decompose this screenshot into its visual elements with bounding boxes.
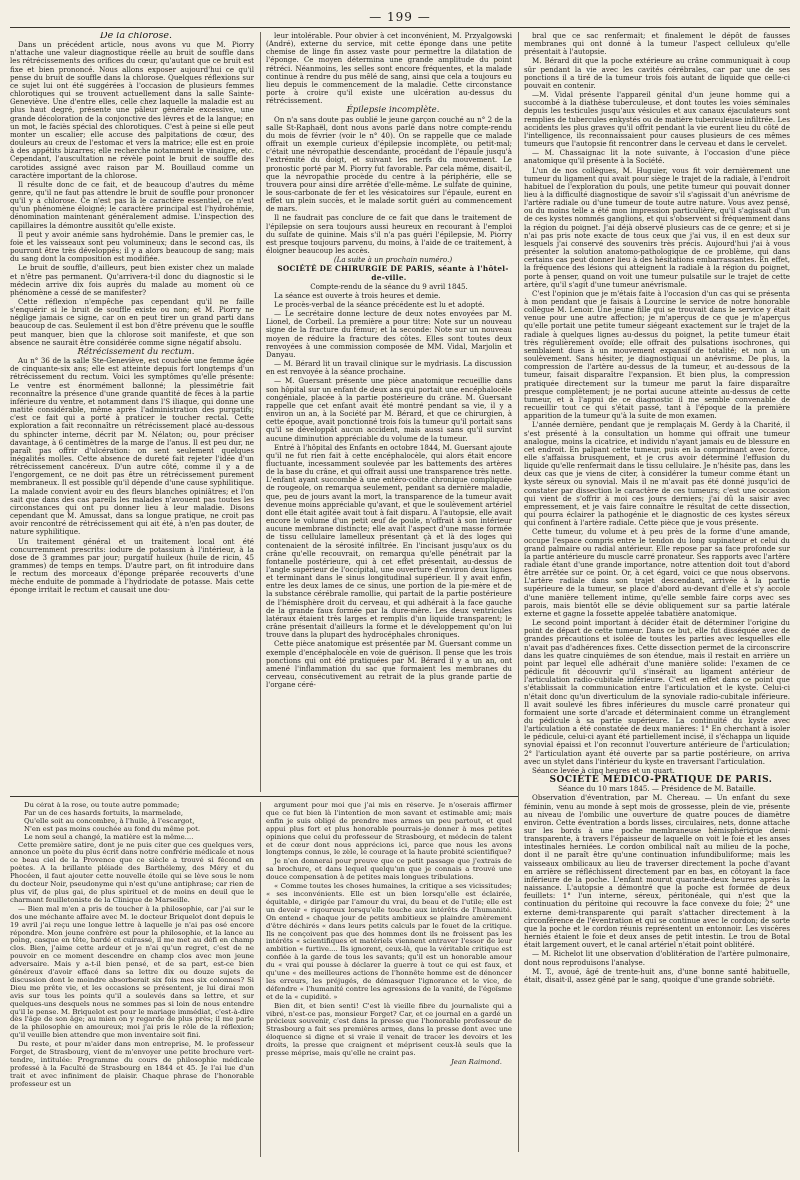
paragraph: Séance levée à cinq heures et un quart.	[532, 765, 675, 775]
chlorose-body	[10, 41, 254, 347]
feuilleton-left-body	[10, 842, 254, 1089]
page-number: — 199 —	[369, 10, 431, 24]
continued-note: (La suite à un prochain numéro.)	[333, 255, 453, 265]
society-heading-medico: SOCIÉTÉ MÉDICO-PRATIQUE DE PARIS.	[549, 775, 773, 786]
poem-line: Le nom seul a changé, la matière est la même....	[24, 832, 194, 841]
paragraph: Le procès-verbal de la séance précédente est lu et adopté.	[274, 300, 485, 309]
epilepsie-body	[266, 116, 512, 256]
paragraph: — M. Guersant présente une pièce anatomique recueillie dans son hôpital sur un enfant de deux ans qui portait une encéphalocèle congéniale, placée à la partie postérieure du crâne. M. Guersant rappelle que cet enfant avait été montré pendant sa vie, il y a environ un an, à la Société par M. Bérard, et que ce chirurgien, à cette époque, avait ponctionné trois fois la tumeur qu'il portait sans qu'il se développât aucun accident, mais aussi sans qu'il survînt aucune diminution appréciable du volume de la tumeur.	[266, 376, 512, 443]
column-medico-pratique	[524, 32, 790, 1157]
feuilleton-rule	[10, 796, 518, 797]
paragraph: M. Bérard dit que la poche extérieure au crâne communiquait à coup sûr pendant la vie avec les cavités cérébrales, car par une de ses ponctions il a tiré de la tumeur trois fois autant de liquide que celle-ci pouvait en contenir.	[524, 56, 790, 90]
paragraph: — M. Bérard lit un travail clinique sur le mydriasis. La discussion en est renvoyée à la séance prochaine.	[266, 359, 512, 377]
paragraph: Du reste, et pour m'aider dans mon entreprise, M. le professeur Forget, de Strasbourg, vient de m'envoyer une petite brochure vert-tendre, intitulée: Programme du cours de philosophie médicale professé à la Faculté de Strasbourg en 1844 et 45. Je l'ai lue d'un trait et avec infiniment de plaisir. Chaque phrase de l'honorable professeur est un	[10, 1040, 254, 1088]
chirurgie-body	[266, 292, 512, 690]
column-chirurgie	[266, 32, 512, 792]
paragraph: Cette pièce anatomique est présentée par M. Guersant comme un exemple d'encéphalocèle en voie de guérison. Il pense que les trois ponctions qui ont été pratiquées par M. Bérard il y a un an, ont amené l'inflammation du sac que formaient les membranes du cerveau, consécutivement au retrait de la plus grande partie de l'organe céré-	[266, 639, 512, 690]
paragraph: M. T., avoué, âgé de trente-huit ans, d'une bonne santé habituelle, était, disait-il, assez gêné par le sang, quoique d'une grande sobriété.	[524, 966, 790, 984]
paragraph: leur intolérable. Pour obvier à cet inconvénient, M. Przyalgowski (André), externe du service, mit cette éponge dans une petite chemise de linge fin assez vaste pour permettre la dilatation de l'éponge. Ce moyen détermina une grande amplitude du point rétréci. Néanmoins, les selles sont encore fréquentes, et la malade continue à rendre du pus mêlé de sang, ainsi que cela a toujours eu lieu depuis le commencement de la maladie. Cette circonstance porte à croire qu'il existe une ulcération au-dessus du rétrécissement.	[266, 32, 512, 106]
paragraph: argument pour moi que j'ai mis en réserve. Je n'oserais affirmer que ce fut bien là l'intention de mon savant et estimable ami; mais enfin je suis obligé de prendre mes armes un peu partout, et quel appui plus fort et plus honorable pourrais-je donner à mes petites opinions que celui du professeur de Strasbourg, et médecin de talent et de cœur dont nous apprécions ici, parce que nous les avons longtemps connus, le zèle, le courage et la haute probité scientifique?	[266, 802, 512, 857]
session-medico: Séance du 10 mars 1845. — Présidence de M. Bataille.	[558, 784, 756, 794]
feuilleton-left	[10, 802, 254, 1157]
poem-line: Par un de ces hasards fortuits, la marmelade,	[24, 808, 184, 817]
article-title-chlorose: De la chlorose.	[100, 32, 172, 41]
paragraph: Il ne faudrait pas conclure de ce fait que dans le traitement de l'épilepsie on sera toujours aussi heureux en recourant à l'emploi du sulfate de quinine. Mais s'il n'a pas guéri l'épilepsie, M. Piorry est presque toujours parvenu, du moins, à l'aide de ce traitement, à éloigner beaucoup les accès.	[266, 213, 512, 256]
paragraph: « Comme toutes les choses humaines, la critique a ses vicissitudes; « ses inconvénients. Elle est un bien lorsqu'elle est éclairée, équitable, « dirigée par l'amour du vrai, du beau et de l'utile; elle est un devoir « rigoureux lorsqu'elle touche aux intérêts de l'humanité. On entend « chaque jour de petits ambitieux se plaindre amèrement d'être déchirés « dans leurs petits calculs par le fouet de la critique. Ils ne conçoivent pas que des hommes dont ils ne froissent pas les intérêts « scientifiques et matériels viennent entraver l'essor de leur ambition « furtive.... Ils ignorent, ceux-là, que la véritable critique est confiée à la garde de tous les savants; qu'il est un honorable amour du « vrai qui pousse à déclarer la guerre à tout ce qui est faux, et qu'une « des meilleures actions de l'honnête homme est de dénoncer les erreurs, les préjugés, de démasquer l'ignorance et le vice, de défendre « l'humanité contre les agressions de la vanité, de l'égoïsme et de la « cupidité. »	[266, 882, 512, 1001]
poem-line: N'en est pas moins couchée au fond du même pot.	[24, 824, 201, 833]
rectum-continued	[266, 32, 512, 105]
paragraph: Le bruit de souffle, d'ailleurs, peut bien exister chez un malade et n'être pas permanent. Qu'arrivera-t-il donc du diagnostic si le médecin arrive dix fois auprès du malade au moment où ce phénomène a cessé de se manifester?	[10, 263, 254, 297]
signature: Jean Raimond.	[451, 1058, 502, 1066]
paragraph: Cette première satire, dont je ne puis citer que ces quelques vers, annonce un poète du plus écrit dans notre confrérie médicale et nous ce beau ciel de la Provence que ce siècle a trouvé si fécond en poètes. A la brillante pléiade des Barthélemy, des Méry et du Phocéen, il faut ajouter cette nouvelle étoile qui se lève sous le nom du docteur Noir, pseudonyme qui n'est qu'une antiphrase; car rien de plus vif, de plus gai, de plus spirituel et de moins en deuil que le charmant feuilletoniste de la Clinique de Marseille.	[10, 840, 254, 904]
paragraph: On n'a sans doute pas oublié le jeune garçon couché au n° 2 de la salle St-Raphaël, dont nous avons parlé dans notre compte-rendu du mois de février (voir le n° 40). On se rappelle que ce malade offrait un exemple curieux d'épilepsie incomplète, ou petit-mal; c'était une névropathie descendante, procédant de l'épaule jusqu'à l'extrémité du doigt, et suivant les nerfs du mouvement. Le pronostic porté par M. Piorry fut favorable. Par cela même, disait-il, que la névropathie procède du centre à la périphérie, elle se trouvera pour ainsi dire arrêtée d'elle-même. Le sulfate de quinine, le sous-carbonate de fer et les vésicatoires sur l'épaule, eurent en effet un plein succès, et le malade sortit guéri au commencement de mars.	[266, 114, 512, 214]
paragraph: — M. Richelot lit une observation d'oblitération de l'artère pulmonaire, dont nous reproduisons l'analyse.	[524, 949, 790, 967]
feuilleton-right-body	[266, 802, 512, 1058]
paragraph: Entré à l'hôpital des Enfants en octobre 1844, M. Guersant ajoute qu'il ne fut rien fait à cette encéphalocèle, qui alors était encore fluctuante, incessamment soulevée par les battements des artères de la base du crâne, et qui offrait aussi une transparence très nette. L'enfant ayant succombé à une entéro-colite chronique compliquée de rougeole, on remarqua seulement, pendant sa dernière maladie, que, peu de jours avant la mort, la transparence de la tumeur avait devenue moins appréciable qu'avant, et que le soulèvement artériel dont elle était agitée avait tout à fait disparu. A l'autopsie, elle avait encore le volume d'un petit œuf de poule, n'offrait à son intérieur aucune membrane distincte; elle avait l'aspect d'une masse formée de tissu cellulaire lamelleux présentant çà et là des loges qui contenaient de la sérosité infiltrée. En l'incisant jusqu'aux os du crâne qu'elle recouvrait, on remarqua qu'elle pénétrait par la fontanelle postérieure, qui à cet effet présentait, au-dessus de l'angle supérieur de l'occipital, une ouverture d'environ deux lignes et terminant dans le sinus longitudinal supérieur. Il y avait enfin, entre les deux lames de ce sinus, une portion de la pie-mère et de la substance cérébrale ramollie, qui partait de la partie postérieure de l'hémisphère droit du cerveau, et qui adhérait à la face gauche de la grande faux formée par la dure-mère. Les deux ventricules latéraux étaient très larges et remplis d'un liquide transparent; le crâne présentait d'ailleurs la forme et le développement qu'on lui trouve dans la plupart des hydrocéphales chroniques.	[266, 442, 512, 640]
paragraph: L'année dernière, pendant que je remplaçais M. Gerdy à la Charité, il s'est présenté à la consultation un homme qui offrait une tumeur analogue, moins la cicatrice, et individu n'ayant jamais eu de blessure en cet endroit. En palpant cette tumeur, puis en la comprimant avec force, elle s'affaissa brusquement, et je crus avoir déterminé l'effusion du liquide qu'elle renfermait dans le tissu cellulaire. Je n'hésite pas, dans les deux cas que je viens de citer, à considérer la tumeur comme étant un kyste séreux ou synovial. Mais il ne m'avait pas été donné jusqu'ici de constater par dissection le caractère de ces tumeurs; c'est une occasion qui vient de s'offrir à moi ces jours derniers; j'ai dû la saisir avec empressement, et je vais faire connaître le résultat de cette dissection, qui pourra éclairer la pathogénie et le diagnostic de ces kystes séreux qui confinent à l'artère radiale. Cette pièce que je vous présente.	[524, 420, 790, 528]
society-heading-chirurgie: SOCIÉTÉ DE CHIRURGIE DE PARIS, séante à l'hôtel-de-ville.	[277, 264, 509, 282]
paragraph: Cette tumeur, du volume et à peu près de la forme d'une amande, occupe l'espace compris entre le tendon du long supinateur et celui du grand palmaire ou radial antérieur. Elle repose par sa face profonde sur la partie antérieure du muscle carré pronateur. Ses rapports avec l'artère radiale étant d'une grande importance, notre attention doit tout d'abord être arrêtée sur ce point. Or, à cet égard, voici ce que nous observons. L'artère radiale dans son trajet descendant, arrivée à la partie supérieure de la tumeur, se place d'abord au-devant d'elle et s'y accole d'une manière tellement intime, qu'elle semble faire corps avec ses parois, mais bientôt elle se dévie obliquement sur sa partie latérale externe et gagne la fossette appelée tabatière anatomique.	[524, 527, 790, 618]
paragraph: Un traitement général et un traitement local ont été concurremment prescrits: iodure de potassium à l'intérieur, à la dose de 3 grammes par jour; purgatif huileux (huile de ricin, 45 grammes) de temps en temps. D'autre part, on fit introduire dans le rectum des morceaux d'éponge préparée recouverts d'une mèche enduite de pommade à l'hydriodate de potasse. Mais cette éponge irritait le rectum et causait une dou-	[10, 536, 254, 595]
paragraph: La séance est ouverte à trois heures et demie.	[274, 290, 441, 300]
column-divider	[260, 32, 261, 792]
paragraph: Je n'en donnerai pour preuve que ce petit passage que j'extrais de sa brochure, et dans lequel quelqu'un que je connais a trouvé une douce compensation à de petites mais longues tribulations.	[266, 857, 512, 882]
medico-body	[524, 794, 790, 984]
poem-verses	[10, 802, 254, 842]
paragraph: Dans un précédent article, nous avons vu que M. Piorry n'attache une valeur diagnostique réelle au bruit de souffle dans les rétrécissements des orifices du cœur, qu'autant que ce bruit est fixe et bien prononcé. Nous allons exposer aujourd'hui ce qu'il pense du bruit de souffle dans la chlorose. Quelques réflexions sur ce sujet lui ont été suggérées à l'occasion de plusieurs femmes chlorotiques qui se trouvent actuellement dans la salle Sainte-Geneviève. Une d'entre elles, celle chez laquelle la maladie est au plus haut degré, présente une pâleur générale excessive, une grande décoloration de la conjonctive des lèvres et de la langue; en un mot, le faciès spécial des chlorotiques. C'est à peine si elle peut monter un escalier; elle accuse des palpitations de cœur, des douleurs au creux de l'estomac et vers la matrice; elle est en proie à des appétits bizarres; elle recherche notamment le vinaigre, etc. Cependant, l'auscultation ne révèle point le bruit de souffle des carotides assigné avec raison par M. Bouillaud comme un caractère important de la chlorose.	[10, 40, 254, 180]
paragraph: — M. Chassaignac lit la note suivante, à l'occasion d'une pièce anatomique qu'il présente à la Société.	[524, 148, 790, 166]
column-chlorose	[10, 32, 254, 792]
column-divider	[518, 32, 519, 1152]
column-divider	[260, 802, 261, 1157]
paragraph: Il résulte donc de ce fait, et de beaucoup d'autres du même genre, qu'il ne faut pas attendre le bruit de souffle pour prononcer qu'il y a chlorose. Ce n'est pas là le caractère essentiel, ce n'est qu'un phénomène éloigné; le caractère principal est l'hydrohémie, dénomination maintenant généralement admise. L'inspection des capillaires la démontre aussitôt qu'elle existe.	[10, 179, 254, 230]
paragraph: Cette réflexion n'empêche pas cependant qu'il ne faille s'enquérir si le bruit de souffle existe ou non; et M. Piorry ne néglige jamais ce signe, car on en peut tirer un grand parti dans beaucoup de cas. Seulement il est bon d'être prévenu que le souffle peut manquer, bien que la chlorose soit manifeste, et que son absence ne saurait être considérée comme signe négatif absolu.	[10, 297, 254, 347]
paragraph: — Le secrétaire donne lecture de deux notes envoyées par M. Lionel, de Corbeil. La première a pour titre: Note sur un nouveau signe de la fracture du fémur; et la seconde: Note sur un nouveau moyen de réduire la fracture des côtes. Elles sont toutes deux renvoyées à une commission composée de MM. Vidal, Marjolin et Danyau.	[266, 309, 512, 359]
paragraph: L'un de nos collègues, M. Huguier, vous fit voir dernièrement une tumeur du ligament qui avait pour siège le trajet de la radiale, à l'endroit habituel de l'exploration du pouls, une petite tumeur qui pouvait donner lieu à la difficulté diagnostique de savoir s'il s'agissait d'un anévrisme de l'artère radiale ou d'une tumeur de toute autre nature. Vous avez pensé, ou du moins telle a été mon impression particulière, qu'il s'agissait d'un de ces kystes nommés ganglions, et qui s'observent si fréquemment dans la région du poignet. J'ai déjà observé plusieurs cas de ce genre; et si je n'ai pas pris note exacte de tous ceux que j'ai vus, il en est deux sur lesquels j'ai conservé des souvenirs très précis. Aujourd'hui j'ai à vous présenter la solution anatomo-pathologique de ce problème, qui dans certains cas peut donner lieu à des hésitations embarrassantes. En effet, la fréquence des lésions qui atteignent la radiale à la région du poignet, porte à penser, quand on voit une tumeur pulsatile sur le trajet de cette artère, qu'il s'agit d'une tumeur anévrismale.	[524, 165, 790, 289]
poem-line: Qu'elle soit au concombre, à l'huile, à l'escargot,	[24, 816, 195, 825]
paragraph: C'est l'opinion que je m'étais faite à l'occasion d'un cas qui se présenta à mon pendant que je faisais à Lourcine le service de notre honorable collègue M. Lenoir. Une jeune fille qui se trouvait dans le service y était venue pour une autre affection; je m'aperçus de ce que je m'aperçus qu'elle portait une petite tumeur siégeant exactement sur le trajet de la radiale à quelques lignes au-dessus du poignet, la petite tumeur était très régulièrement ovoïde; elle offrait des pulsations isochrones, qui semblaient dues à un mouvement expansif de totalité; et non à un soulèvement. Sans hésiter, je diagnostiquai un anévrisme. De plus, la compression de l'artère au-dessus de la tumeur, et au-dessous de la tumeur, faisait disparaître l'expansion. Et bien plus, la compression pratiquée directement sur la tumeur me parut la faire disparaître presque complètement; je ne portai aucune atteinte au-dessus de cette tumeur, et à l'appui de ce diagnostic il me semble convenable de recueillir tout ce qui s'était passé, tant à l'époque de la première apparition de la tumeur qu'à la suite de mon examen.	[524, 288, 790, 421]
paragraph: —M. Vidal présente l'appareil génital d'un jeune homme qui a succombé à la diathèse tuberculeuse, et dont toutes les voies séminales depuis les testicules jusqu'aux vésicules et aux canaux éjaculateurs sont remplies de tubercules enkystés ou de matière tuberculeuse infiltrée. Les accidents les plus graves qu'il offrit pendant la vie eurent lieu du côté de l'intelligence, ils reconnaissaient pour causes plusieurs de ces mêmes tumeurs que l'autopsie fit rencontrer dans le cerveau et dans le cervelet.	[524, 90, 790, 149]
subtitle-rectum: Rétrécissement du rectum.	[77, 346, 195, 357]
header-rule	[10, 27, 790, 28]
paragraph: bral que ce sac renfermait; et finalement le dépôt de fausses membranes qui ont donné à la tumeur l'aspect celluleux qu'elle présentait à l'autopsie.	[524, 32, 790, 57]
feuilleton-right	[266, 802, 512, 1157]
paragraph: Observation d'éventration, par M. Chereau. — Un enfant du sexe féminin, venu au monde à sept mois de grossesse, plein de vie, présente au niveau de l'ombilic une ouverture de quatre pouces de diamètre environ. Cette éventration a bords lisses, circulaires, nets, donne attache sur les bords à une poche membraneuse hémisphérique demi-transparente, à travers l'épaisseur de laquelle on voit le foie et les anses intestinales herniées. Le cordon ombilical naît au milieu de la poche, dont il ne paraît être qu'une continuation infundibuliforme; mais les vaisseaux ombilicaux au lieu de traverser directement la poche d'avant en arrière se réfléchissent directement par en bas, en côtoyant la face inférieure de la poche. L'enfant mourut quarante-deux heures après la naissance. L'autopsie a démontré que la poche est formée de deux feuillets: 1° l'un interne, séreux, péritonéale, qui n'est que la continuation du péritoine qui recouvre la face convexe du foie; 2° une externe demi-transparente qui paraît s'attacher directement à la circonférence de l'éventration et qui se continue avec le cordon; de sorte que la poche et le cordon réunis représentent un entonnoir. Les viscères herniés étaient le foie et deux anses de petit intestin. Le trou de Botal était largement ouvert, et le canal artériel n'était point oblitéré.	[524, 793, 790, 950]
subtitle-epilepsie: Épilepsie incomplète.	[346, 105, 440, 116]
paragraph: Il peut y avoir anémie sans hydrohémie. Dans le premier cas, le foie et les vaisseaux sont peu volumineux; dans le second cas, ils pourront être très développés; il y a alors beaucoup de sang; mais du sang dont la composition est modifiée.	[10, 229, 254, 264]
paragraph: Le second point important à décider était de déterminer l'origine du point de départ de cette tumeur. Dans ce but, elle fut disséquée avec de grandes précautions et isolée de toutes les parties avec lesquelles elle n'avait pas d'adhérences fixes. Cette dissection permet de la circonscrire dans les quatre cinquièmes de son étendue, mais il restait en arrière un point par lequel elle adhérait d'une manière solide: l'examen de ce pédicule fit découvrir qu'il s'insérait au ligament antérieur de l'articulation radio-cubitale inférieure. C'est en effet dans ce point que s'établissait la communication entre l'articulation et le kyste. Celui-ci n'était donc qu'un diverticulum de la synoviale radio-cubitale inférieure. Il avait soulevé les fibres inférieures du muscle carré pronateur qui formaient une sorte d'arcade et déterminaient comme un étranglement du pédicule à sa partie supérieure. La continuité du kyste avec l'articulation a été constatée de deux manières: 1° En cherchant à isoler le pédicule, celui-ci ayant été partiellement incisé, il s'échappa un liquide synovial épaissi et l'on reconnut l'ouverture antérieure de l'articulation; 2° l'articulation ayant été ouverte par sa partie postérieure, on arriva avec un stylet dans l'intérieur du kyste en traversant l'articulation.	[524, 618, 790, 766]
paragraph: Au n° 36 de la salle Ste-Geneviève, est couchée une femme âgée de cinquante-six ans; elle est atteinte depuis fort longtemps d'un rétrécissement du rectum. Voici les symptômes qu'elle présente: Le ventre est énormément ballonné; la plessimétrie fait reconnaître la présence d'une grande quantité de fèces à la partie inférieure du ventre, et notamment dans l'S iliaque, qui donne une matité considérable, même après l'administration des purgatifs; c'est ce fait qui a porté à praticer le toucher rectal. Cette exploration a fait reconnaître un rétrécissement placé au-dessous du sphincter interne, décrit par M. Nélaton; ou, pour préciser davantage, à 6 centimètres de la marge de l'anus. Il est peu dur, ne paraît pas offrir d'ulcération: on sent seulement quelques inégalités molles. Cette absence de dureté fait rejeter l'idée d'un rétrécissement cancéreux. D'un autre côté, comme il y a de l'engorgement, ce ne doit pas être un rétrécissement purement membraneux. Il est possible qu'il dépende d'une cause syphilitique. La malade convient avoir eu des fleurs blanches opiniâtres; et l'on sait que dans des cas pareils les malades n'avouent pas toutes les circonstances qui ont pu donner lieu à leur maladie. Disons cependant que M. Amussat, dans sa longue pratique, ne croit pas avoir rencontré de rétrécissement qui ait été, à n'en pas douter, de nature syphilitique.	[10, 356, 254, 537]
paragraph: — Bien mal m'en a pris de toucher à la philosophie, car j'ai sur le dos une méchante affaire avec M. le docteur Briquelot dont depuis le 19 avril j'ai reçu une longue lettre à laquelle je n'ai pas osé encore répondre. Mon jeune confrère est pour la philosophie, et la lance au poing, casque en tête, bardé et cuirassé, il me met au défi en champ clos. Bien, j'aime cette ardeur et je n'ai qu'un regret, c'est de ne pouvoir en ce moment descendre en champ clos avec mon jeune adversaire. Mais y a-t-il bien pensé, et de sa part, est-ce bien généreux d'avoir effacé dans sa lettre dix ou douze sujets de discussion dont le moindre absorberait six fois mes six colonnes? Si Dieu me prête vie, et les occasions se présentent, je lui dirai mon avis sur tous les points qu'il a soulevés dans sa lettre, et sur quelques-uns desquels nous ne sommes pas si loin de nous entendre qu'il le pense. M. Briquelot est pour le mariage immédiat, c'est-à-dire dès l'âge de son âge; au mien on y regarde de plus près; il me parle de la philosophie en amoureux; moi j'ai pris le rôle de la réflexion; qu'il veuille bien attendre que mon inventaire soit fini.	[10, 904, 254, 1040]
paragraph: Bien dit, et bien senti! C'est là vieille fibre du journaliste qui a vibré, n'est-ce pas, monsieur Forget? Car, et ce journal en a gardé un précieux souvenir, c'est dans la presse que l'honorable professeur de Strasbourg a fait ses premières armes, dans la presse dont avec une éloquence si digne et si vraie il venait de tracer les devoirs et les droits, la presse que craignent et méprisent ceux-là seuls que la presse méprise, mais qu'elle ne craint pas.	[266, 1001, 512, 1058]
rectum-body	[10, 357, 254, 595]
chirurgie-continued	[524, 32, 790, 775]
session-chirurgie: Compte-rendu de la séance du 9 avril 1845.	[310, 281, 468, 291]
newspaper-page	[10, 10, 790, 1160]
poem-line: Du cérat à la rose, ou toute autre pommade;	[24, 802, 180, 809]
